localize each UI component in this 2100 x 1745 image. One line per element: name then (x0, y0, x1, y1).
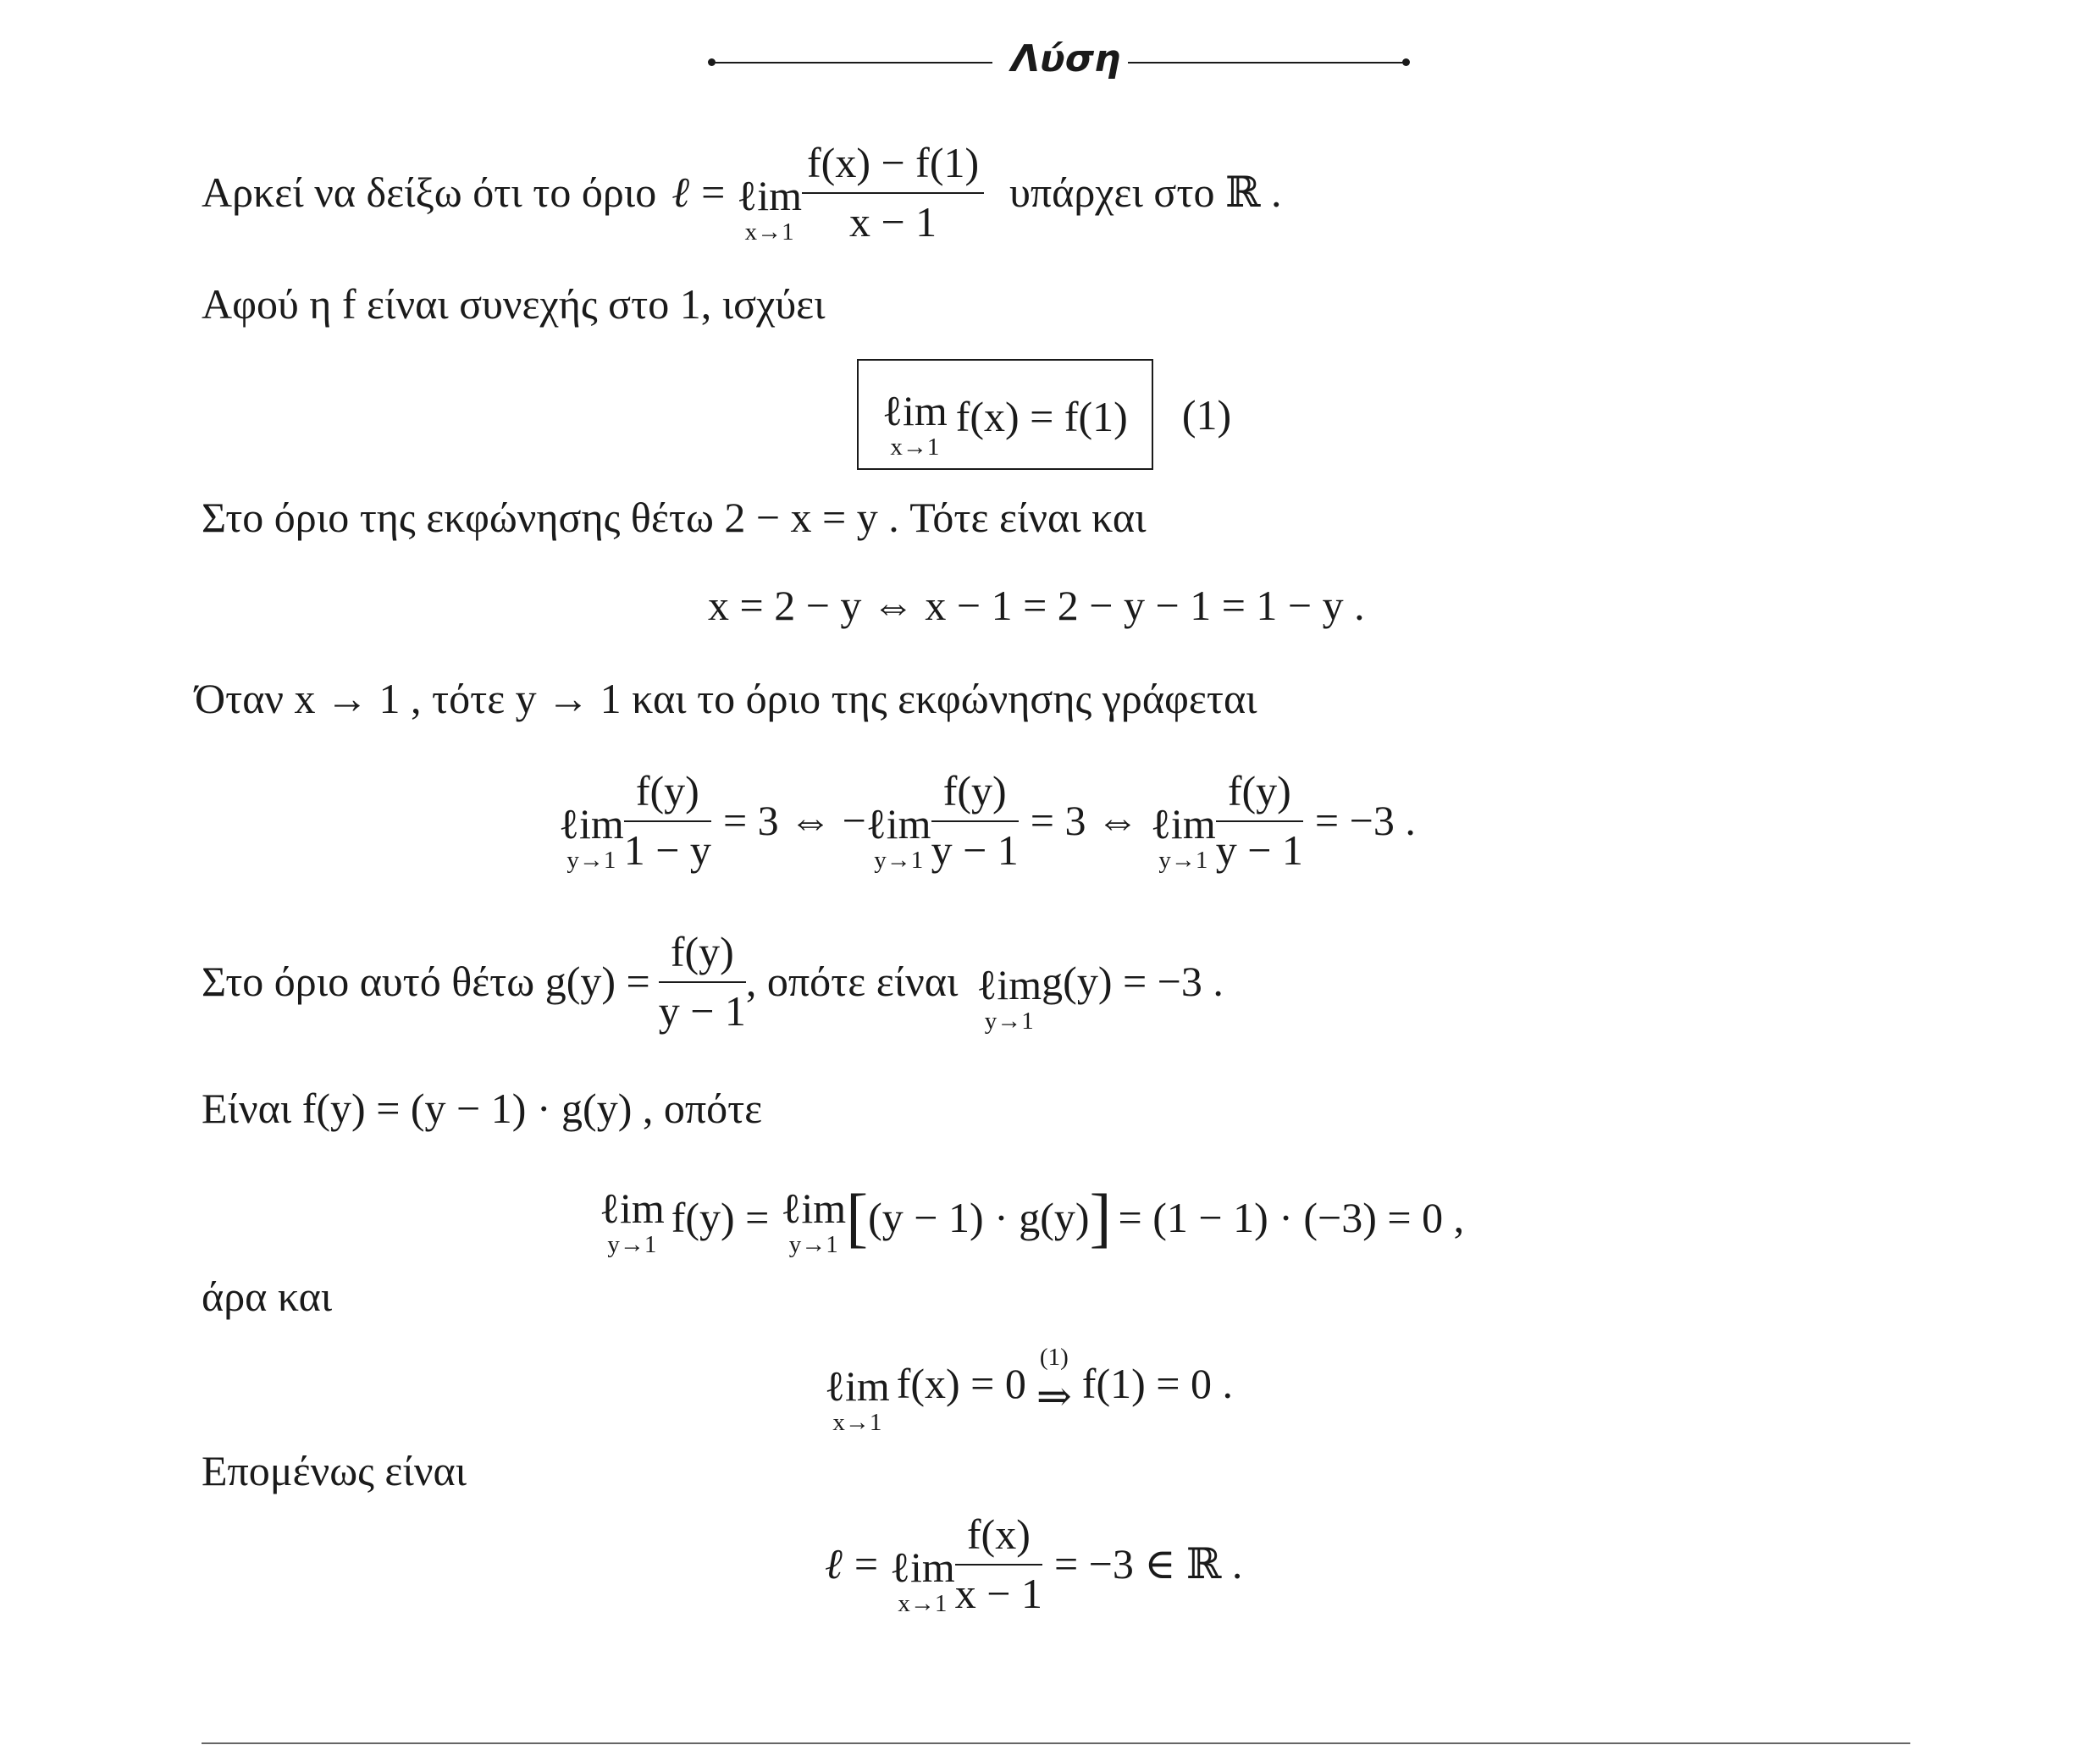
fraction-denominator: 1 − y (623, 826, 711, 874)
lim-symbol: ℓim (559, 800, 624, 848)
lim-subscript: x→1 (744, 218, 794, 246)
lim-subscript: x→1 (832, 1409, 882, 1436)
p5-text: Στο όριο αυτό θέτω g(y) = (202, 957, 650, 1005)
footer-rule (202, 1742, 1910, 1744)
p5-text-end: g(y) = −3 . (1042, 957, 1224, 1005)
lim-symbol: ℓim (737, 172, 803, 219)
equation-1 (857, 359, 1231, 470)
equation-1-box (857, 359, 1153, 470)
fraction-denominator: y − 1 (931, 826, 1019, 874)
lim-symbol: ℓim (882, 387, 948, 434)
p1-text-after: υπάρχει στο ℝ . (1009, 168, 1282, 216)
eq3-end: = −3 . (1314, 796, 1416, 844)
eq4-limit-2 (781, 1187, 846, 1257)
eq6-ell: ℓ (825, 1539, 843, 1588)
p1-fraction (802, 138, 984, 246)
eq6-eq: = (854, 1539, 879, 1588)
paragraph-3: Στο όριο της εκφώνησης θέτω 2 − x = y . Τότε είναι και (202, 494, 1147, 541)
paragraph-4: Όταν x → 1 , τότε y → 1 και το όριο της εκφώνησης γράφεται (195, 675, 1257, 722)
eq1-limit (882, 389, 948, 460)
lim-subscript: x→1 (898, 1590, 948, 1617)
section-title: Λύση (1011, 37, 1121, 80)
lim-subscript: y→1 (788, 1231, 838, 1258)
title-left-line (713, 62, 992, 64)
paragraph-7: άρα και (202, 1273, 333, 1320)
lim-symbol: ℓim (600, 1185, 665, 1232)
equation-6 (825, 1510, 1242, 1616)
equation-4 (600, 1177, 1464, 1257)
eq3-middle-2: = 3 ⇔ (1030, 796, 1139, 844)
equation-2: x = 2 − y ⇔ x − 1 = 2 − y − 1 = 1 − y . (708, 582, 1365, 629)
p1-eq: = (701, 168, 726, 216)
lim-subscript: y→1 (984, 1008, 1034, 1035)
eq4-part-b: (y − 1) · g(y) (868, 1193, 1090, 1241)
eq3-fraction-2 (931, 766, 1019, 874)
eq6-end: = −3 ∈ ℝ . (1053, 1539, 1243, 1588)
right-bracket: ] (1089, 1179, 1112, 1254)
eq5-part-a: f(x) = 0 (896, 1359, 1026, 1407)
fraction-denominator: y − 1 (1215, 826, 1303, 874)
left-bracket: [ (846, 1179, 869, 1254)
lim-symbol: ℓim (890, 1543, 955, 1591)
fraction-numerator: f(x) − f(1) (802, 141, 984, 194)
fraction-numerator: f(y) (659, 930, 746, 983)
fraction-numerator: f(y) (624, 770, 711, 822)
lim-subscript: y→1 (607, 1231, 657, 1258)
p5-limit (976, 961, 1042, 1035)
eq3-limit-2 (865, 800, 931, 874)
equation-tag: (1) (1181, 390, 1232, 439)
eq3-limit-1 (559, 800, 624, 874)
eq3-fraction-1 (623, 766, 711, 874)
lim-symbol: ℓim (976, 961, 1042, 1008)
paragraph-6: Είναι f(y) = (y − 1) · g(y) , οπότε (202, 1085, 763, 1132)
equation-3 (559, 767, 1416, 873)
implies-arrow: ⇒ (1036, 1372, 1072, 1420)
eq1-expression: f(x) = f(1) (955, 392, 1128, 440)
implies-with-label (1036, 1344, 1072, 1420)
eq3-limit-3 (1150, 800, 1216, 874)
lim-symbol: ℓim (825, 1362, 890, 1410)
paragraph-1 (202, 139, 1282, 245)
arrow-label: (1) (1039, 1344, 1069, 1371)
lim-symbol: ℓim (1150, 800, 1216, 848)
p5-fraction (658, 927, 746, 1035)
p5-text-mid: , οπότε είναι (745, 957, 959, 1005)
title-right-line (1128, 62, 1407, 64)
eq4-part-a: f(y) = (671, 1193, 770, 1241)
paragraph-5 (202, 928, 1224, 1034)
fraction-denominator: x − 1 (954, 1569, 1042, 1617)
title-right-dot (1402, 58, 1410, 66)
lim-subscript: y→1 (874, 847, 924, 874)
lim-symbol: ℓim (865, 800, 931, 848)
equation-5 (825, 1331, 1233, 1435)
eq5-limit (825, 1362, 890, 1436)
fraction-numerator: f(x) (955, 1513, 1042, 1566)
eq5-part-b: f(1) = 0 . (1081, 1359, 1233, 1407)
p1-limit (737, 174, 802, 245)
paragraph-8: Επομένως είναι (202, 1447, 467, 1494)
eq3-middle-1: = 3 ⇔ − (722, 796, 866, 844)
fraction-numerator: f(y) (931, 770, 1019, 822)
eq4-limit-1 (600, 1187, 665, 1257)
p1-text: Αρκεί να δείξω ότι το όριο (202, 168, 657, 216)
eq6-fraction (954, 1510, 1042, 1617)
lim-subscript: x→1 (890, 433, 940, 461)
p1-ell: ℓ (671, 168, 690, 216)
lim-symbol: ℓim (781, 1185, 847, 1232)
paragraph-2: Αφού η f είναι συνεχής στο 1, ισχύει (202, 280, 826, 328)
eq3-fraction-3 (1215, 766, 1303, 874)
fraction-denominator: x − 1 (848, 197, 937, 246)
lim-subscript: y→1 (566, 847, 616, 874)
fraction-denominator: y − 1 (658, 986, 746, 1035)
eq4-part-c: = (1 − 1) · (−3) = 0 , (1118, 1193, 1465, 1241)
eq6-limit (890, 1543, 955, 1617)
fraction-numerator: f(y) (1216, 770, 1303, 822)
lim-subscript: y→1 (1158, 847, 1208, 874)
